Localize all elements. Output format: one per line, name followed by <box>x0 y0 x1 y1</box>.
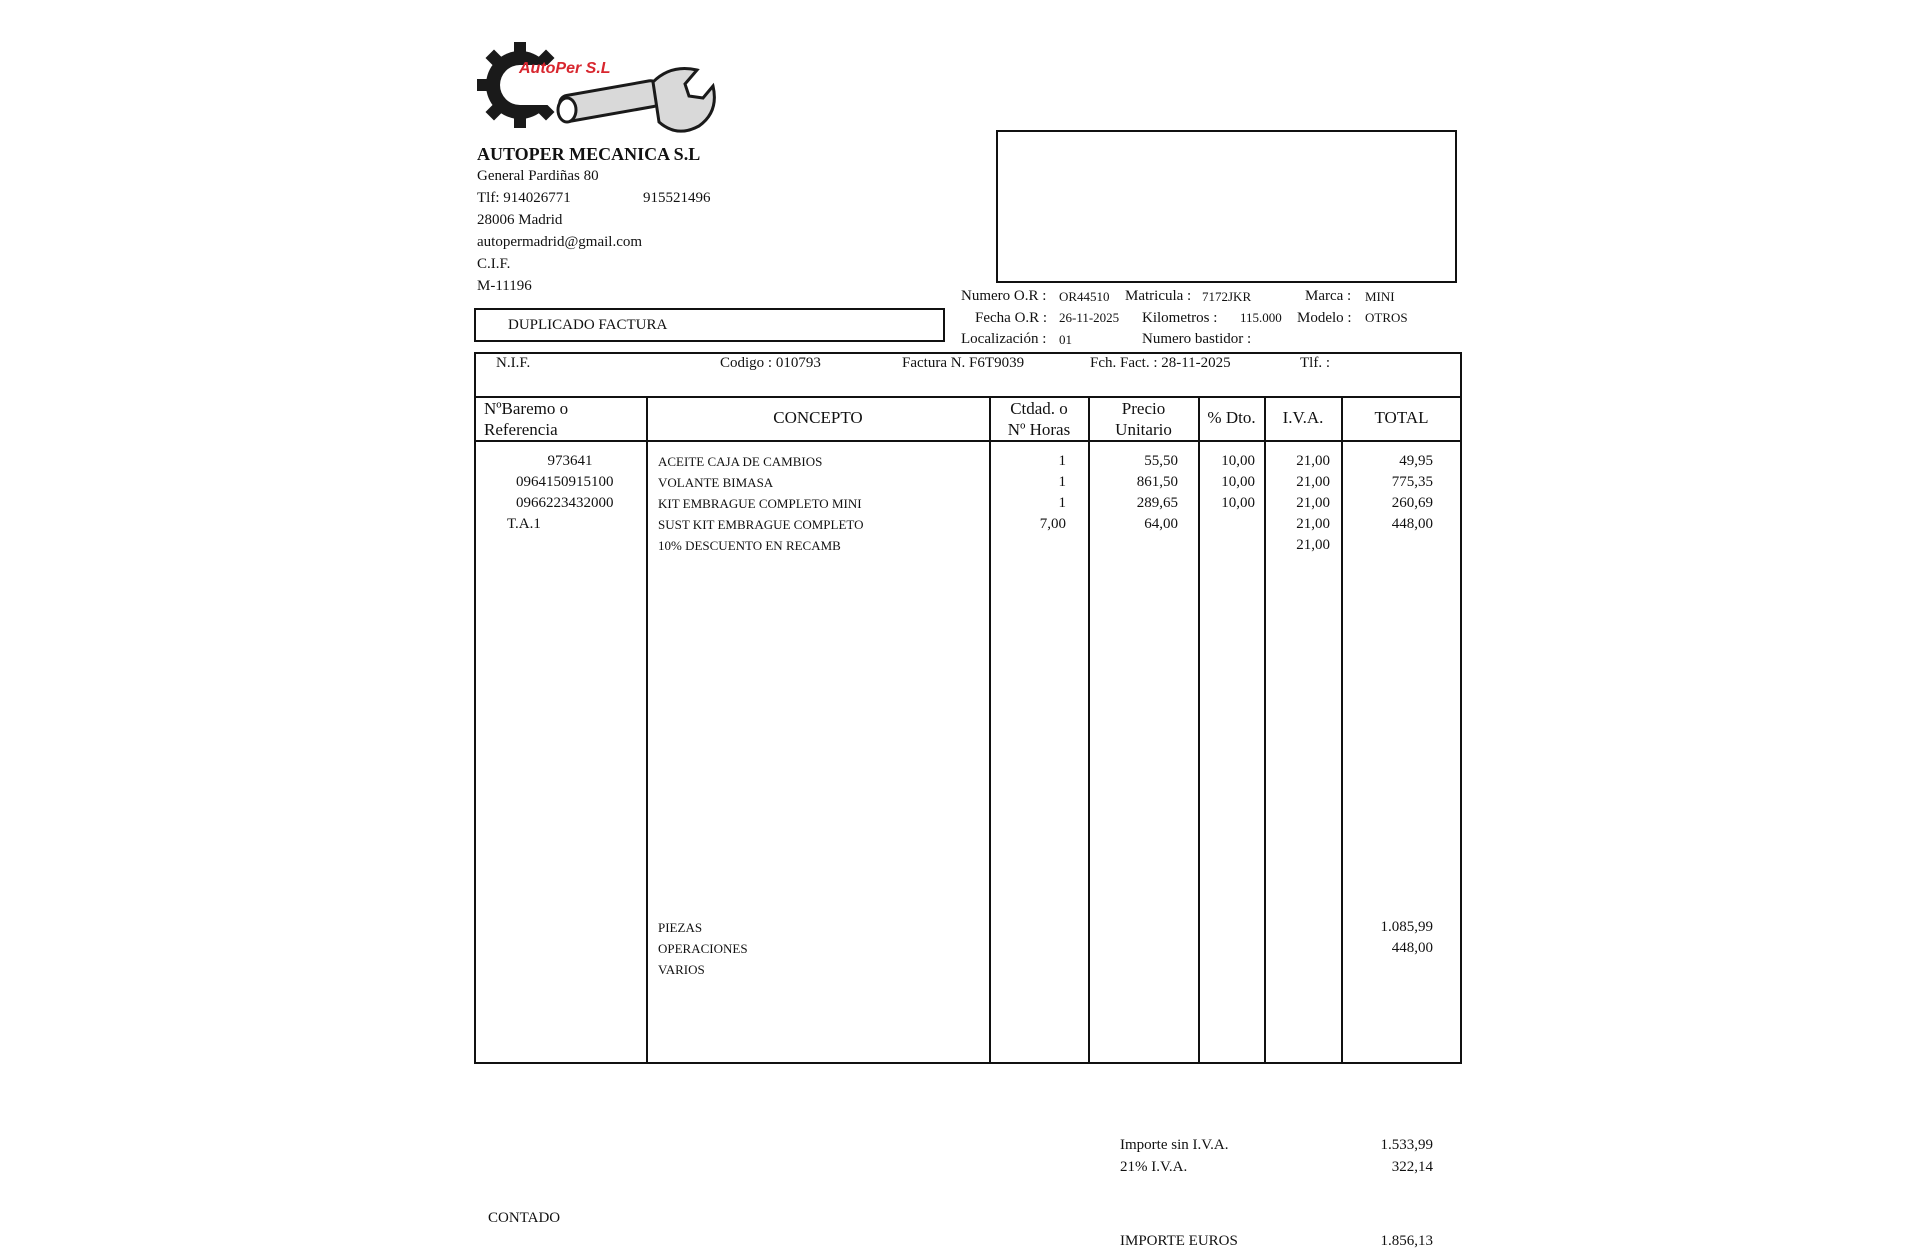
numero-or-value: OR44510 <box>1059 289 1110 304</box>
row-total: 448,00 <box>1391 516 1433 532</box>
col-header-precio-line2: Unitario <box>1115 420 1172 439</box>
company-cif: C.I.F. <box>477 256 511 272</box>
base-amount-label: Importe sin I.V.A. <box>1120 1137 1229 1153</box>
row-ref: 0966223432000 <box>516 495 614 511</box>
customer-code: Codigo : 010793 <box>720 355 821 371</box>
invoice-date: Fch. Fact. : 28-11-2025 <box>1090 355 1231 371</box>
iva-amount-label: 21% I.V.A. <box>1120 1159 1188 1175</box>
matricula-label: Matricula : <box>1125 288 1192 304</box>
document-type-box <box>474 308 945 342</box>
row-total: 49,95 <box>1399 453 1433 469</box>
company-name: AUTOPER MECANICA S.L <box>477 144 701 164</box>
kilometros-label: Kilometros : <box>1142 310 1218 326</box>
row-price: 289,65 <box>1136 495 1178 511</box>
row-concept: VOLANTE BIMASA <box>658 475 774 490</box>
company-address: General Pardiñas 80 <box>477 168 599 184</box>
row-ref: 973641 <box>547 453 593 469</box>
subtotal-label: PIEZAS <box>658 920 703 935</box>
subtotal-label: OPERACIONES <box>658 941 748 956</box>
row-concept: 10% DESCUENTO EN RECAMB <box>658 538 841 553</box>
row-price: 64,00 <box>1144 516 1178 532</box>
company-phone-2: 915521496 <box>643 190 711 206</box>
col-header-ctdad-line2: Nº Horas <box>1007 420 1071 439</box>
row-iva: 21,00 <box>1296 453 1330 469</box>
col-header-ctdad-line1: Ctdad. o <box>1010 399 1068 418</box>
company-phone-1: Tlf: 914026771 <box>477 190 571 206</box>
row-quantity: 1 <box>1058 453 1066 469</box>
col-header-concepto: CONCEPTO <box>773 408 863 427</box>
client-address-box <box>996 130 1457 283</box>
marca-label: Marca : <box>1305 288 1352 304</box>
modelo-value: OTROS <box>1365 310 1408 325</box>
localizacion-label: Localización : <box>961 331 1047 347</box>
col-header-iva: I.V.A. <box>1282 408 1324 427</box>
col-header-ctdad <box>991 398 1087 440</box>
company-logo <box>475 30 725 140</box>
row-quantity: 7,00 <box>1039 516 1066 532</box>
document-type: DUPLICADO FACTURA <box>508 317 668 333</box>
divider <box>474 440 1462 442</box>
row-concept: ACEITE CAJA DE CAMBIOS <box>658 454 823 469</box>
bastidor-label: Numero bastidor : <box>1142 331 1252 347</box>
logo-text: AutoPer S.L <box>519 60 611 77</box>
divider <box>474 396 1462 398</box>
numero-or-label: Numero O.R : <box>961 288 1047 304</box>
row-total: 260,69 <box>1391 495 1433 511</box>
row-iva: 21,00 <box>1296 495 1330 511</box>
matricula-value: 7172JKR <box>1202 289 1252 304</box>
col-header-precio-line1: Precio <box>1121 399 1166 418</box>
col-header-precio <box>1090 398 1197 440</box>
col-header-reference <box>484 398 568 440</box>
modelo-label: Modelo : <box>1297 310 1352 326</box>
row-iva: 21,00 <box>1296 474 1330 490</box>
row-discount: 10,00 <box>1221 474 1255 490</box>
row-price: 861,50 <box>1136 474 1178 490</box>
subtotal-value: 1.085,99 <box>1380 919 1433 935</box>
row-concept: SUST KIT EMBRAGUE COMPLETO <box>658 517 864 532</box>
subtotal-label: VARIOS <box>658 962 705 977</box>
company-city: 28006 Madrid <box>477 212 563 228</box>
row-ref: T.A.1 <box>507 516 541 532</box>
marca-value: MINI <box>1365 289 1395 304</box>
row-iva: 21,00 <box>1296 516 1330 532</box>
kilometros-value: 115.000 <box>1240 310 1282 325</box>
fecha-or-value: 26-11-2025 <box>1059 310 1120 325</box>
column-divider <box>646 396 648 1064</box>
col-header-total: TOTAL <box>1374 408 1429 427</box>
col-header-reference-line1: NºBaremo o <box>484 399 569 418</box>
subtotal-value: 448,00 <box>1391 940 1433 956</box>
total-amount-value: 1.856,13 <box>1380 1233 1433 1249</box>
col-header-dto: % Dto. <box>1207 408 1256 427</box>
row-concept: KIT EMBRAGUE COMPLETO MINI <box>658 496 862 511</box>
iva-amount-value: 322,14 <box>1391 1159 1433 1175</box>
row-iva: 21,00 <box>1296 537 1330 553</box>
row-quantity: 1 <box>1058 474 1066 490</box>
row-discount: 10,00 <box>1221 495 1255 511</box>
payment-method: CONTADO <box>488 1210 561 1226</box>
row-price: 55,50 <box>1144 453 1178 469</box>
col-header-reference-line2: Referencia <box>484 420 558 439</box>
fecha-or-label: Fecha O.R : <box>975 310 1048 326</box>
row-discount: 10,00 <box>1221 453 1255 469</box>
total-amount-label: IMPORTE EUROS <box>1120 1233 1238 1249</box>
company-email: autopermadrid@gmail.com <box>477 234 643 250</box>
tlf-label: Tlf. : <box>1300 355 1330 371</box>
localizacion-value: 01 <box>1059 332 1072 347</box>
row-quantity: 1 <box>1058 495 1066 511</box>
row-ref: 0964150915100 <box>516 474 614 490</box>
invoice-number: Factura N. F6T9039 <box>902 355 1025 371</box>
row-total: 775,35 <box>1391 474 1433 490</box>
nif-label: N.I.F. <box>496 355 531 371</box>
base-amount-value: 1.533,99 <box>1380 1137 1433 1153</box>
company-registry: M-11196 <box>477 278 532 294</box>
